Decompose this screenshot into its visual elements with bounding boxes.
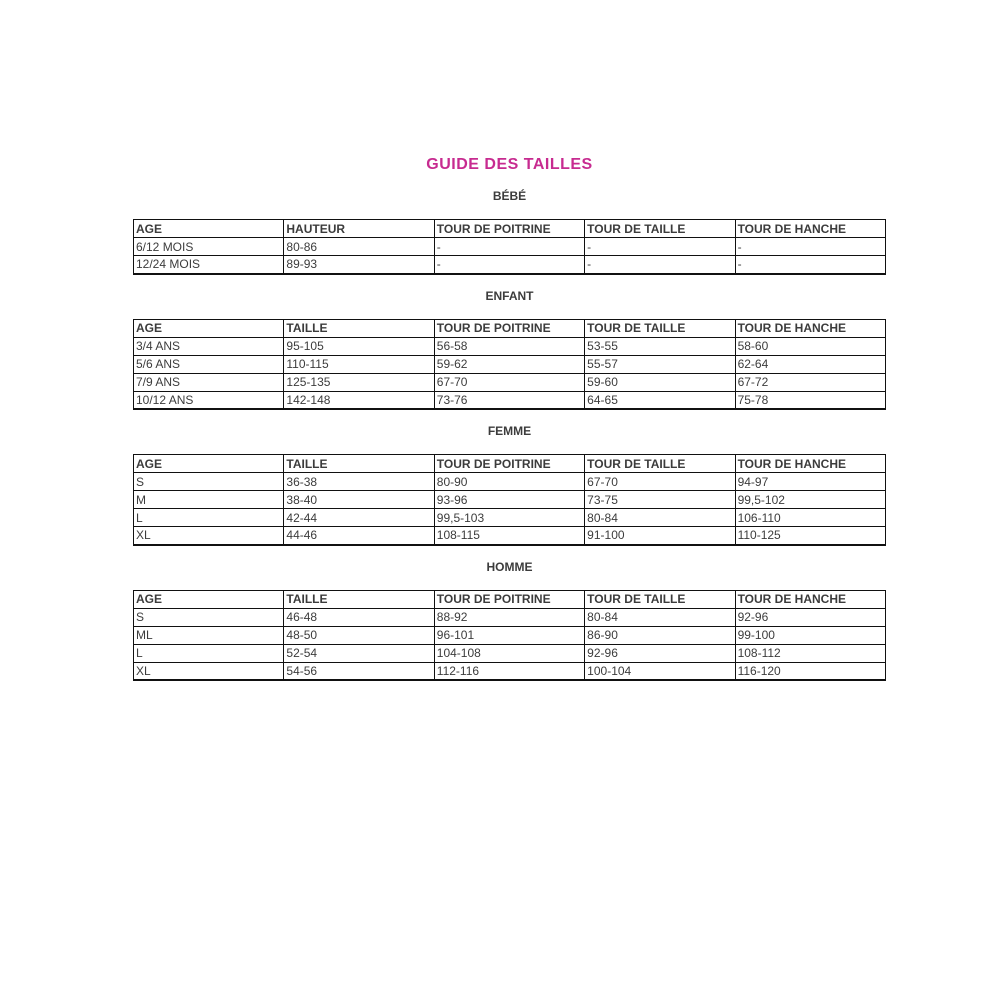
header-row <box>134 590 886 608</box>
table-row <box>134 337 886 355</box>
table-row <box>134 608 886 626</box>
table-row <box>134 644 886 662</box>
size-cell: 80-84 <box>585 608 735 626</box>
size-cell: ML <box>134 626 284 644</box>
column-header: TOUR DE POITRINE <box>434 590 584 608</box>
size-cell: 46-48 <box>284 608 434 626</box>
table-row <box>134 626 886 644</box>
size-table-section <box>133 190 886 275</box>
size-table-section <box>133 425 886 546</box>
table-row <box>134 238 886 256</box>
size-table <box>133 454 886 546</box>
size-cell: - <box>735 256 885 274</box>
size-cell: 48-50 <box>284 626 434 644</box>
size-cell: XL <box>134 662 284 680</box>
size-cell: 58-60 <box>735 337 885 355</box>
size-cell: 59-62 <box>434 355 584 373</box>
size-cell: 108-112 <box>735 644 885 662</box>
size-cell: 108-115 <box>434 527 584 545</box>
size-tables-container <box>133 190 886 681</box>
column-header: TOUR DE TAILLE <box>585 455 735 473</box>
size-cell: 142-148 <box>284 391 434 409</box>
size-cell: 67-70 <box>434 373 584 391</box>
size-cell: 54-56 <box>284 662 434 680</box>
column-header: TOUR DE HANCHE <box>735 319 885 337</box>
size-table <box>133 319 886 411</box>
size-cell: 80-84 <box>585 509 735 527</box>
table-row <box>134 527 886 545</box>
column-header: TOUR DE POITRINE <box>434 220 584 238</box>
size-cell: S <box>134 473 284 491</box>
size-cell: - <box>585 238 735 256</box>
header-row <box>134 455 886 473</box>
size-cell: 110-125 <box>735 527 885 545</box>
column-header: AGE <box>134 455 284 473</box>
size-cell: M <box>134 491 284 509</box>
size-cell: 53-55 <box>585 337 735 355</box>
size-cell: 52-54 <box>284 644 434 662</box>
size-cell: 44-46 <box>284 527 434 545</box>
table-row <box>134 373 886 391</box>
size-cell: 36-38 <box>284 473 434 491</box>
section-title: BÉBÉ <box>492 189 527 203</box>
column-header: TOUR DE POITRINE <box>434 455 584 473</box>
size-cell: 125-135 <box>284 373 434 391</box>
size-cell: 80-90 <box>434 473 584 491</box>
size-cell: 62-64 <box>735 355 885 373</box>
size-cell: 99,5-102 <box>735 491 885 509</box>
size-cell: 94-97 <box>735 473 885 491</box>
size-cell: 5/6 ANS <box>134 355 284 373</box>
size-cell: 93-96 <box>434 491 584 509</box>
column-header: AGE <box>134 319 284 337</box>
size-cell: 75-78 <box>735 391 885 409</box>
column-header: HAUTEUR <box>284 220 434 238</box>
size-cell: 106-110 <box>735 509 885 527</box>
size-cell: 56-58 <box>434 337 584 355</box>
table-row <box>134 355 886 373</box>
header-row <box>134 220 886 238</box>
size-cell: 99,5-103 <box>434 509 584 527</box>
size-table-section <box>133 561 886 682</box>
size-cell: - <box>585 256 735 274</box>
size-cell: 38-40 <box>284 491 434 509</box>
column-header: TAILLE <box>284 455 434 473</box>
size-cell: 80-86 <box>284 238 434 256</box>
section-title: ENFANT <box>485 288 534 303</box>
size-cell: S <box>134 608 284 626</box>
size-cell: 96-101 <box>434 626 584 644</box>
column-header: TOUR DE TAILLE <box>585 220 735 238</box>
size-cell: - <box>434 238 584 256</box>
table-row <box>134 662 886 680</box>
table-row <box>134 473 886 491</box>
column-header: TOUR DE POITRINE <box>434 319 584 337</box>
table-row <box>134 491 886 509</box>
size-cell: 89-93 <box>284 256 434 274</box>
column-header: TOUR DE HANCHE <box>735 220 885 238</box>
size-cell: 10/12 ANS <box>134 391 284 409</box>
size-cell: XL <box>134 527 284 545</box>
header-row <box>134 319 886 337</box>
column-header: TAILLE <box>284 590 434 608</box>
section-title: FEMME <box>487 424 532 438</box>
size-cell: 112-116 <box>434 662 584 680</box>
size-cell: 116-120 <box>735 662 885 680</box>
column-header: TAILLE <box>284 319 434 337</box>
size-cell: 100-104 <box>585 662 735 680</box>
size-cell: 99-100 <box>735 626 885 644</box>
size-cell: 55-57 <box>585 355 735 373</box>
column-header: AGE <box>134 220 284 238</box>
size-table-section <box>133 290 886 411</box>
size-cell: 73-75 <box>585 491 735 509</box>
column-header: TOUR DE HANCHE <box>735 455 885 473</box>
size-cell: 95-105 <box>284 337 434 355</box>
size-cell: 3/4 ANS <box>134 337 284 355</box>
size-cell: 6/12 MOIS <box>134 238 284 256</box>
size-cell: 42-44 <box>284 509 434 527</box>
table-row <box>134 391 886 409</box>
size-cell: 92-96 <box>585 644 735 662</box>
size-cell: 12/24 MOIS <box>134 256 284 274</box>
size-cell: 91-100 <box>585 527 735 545</box>
size-table <box>133 590 886 682</box>
section-title: HOMME <box>486 559 533 574</box>
size-cell: 104-108 <box>434 644 584 662</box>
size-cell: 67-70 <box>585 473 735 491</box>
column-header: TOUR DE TAILLE <box>585 319 735 337</box>
size-cell: 110-115 <box>284 355 434 373</box>
size-cell: - <box>735 238 885 256</box>
size-cell: 92-96 <box>735 608 885 626</box>
table-row <box>134 256 886 274</box>
table-row <box>134 509 886 527</box>
page-title: GUIDE DES TAILLES <box>426 156 593 173</box>
size-cell: 59-60 <box>585 373 735 391</box>
size-guide-page <box>133 0 886 681</box>
column-header: TOUR DE HANCHE <box>735 590 885 608</box>
size-cell: - <box>434 256 584 274</box>
size-cell: 88-92 <box>434 608 584 626</box>
size-cell: 64-65 <box>585 391 735 409</box>
size-cell: 73-76 <box>434 391 584 409</box>
column-header: TOUR DE TAILLE <box>585 590 735 608</box>
column-header: AGE <box>134 590 284 608</box>
size-cell: 67-72 <box>735 373 885 391</box>
size-cell: 7/9 ANS <box>134 373 284 391</box>
size-cell: L <box>134 644 284 662</box>
size-table <box>133 219 886 275</box>
size-cell: 86-90 <box>585 626 735 644</box>
size-cell: L <box>134 509 284 527</box>
